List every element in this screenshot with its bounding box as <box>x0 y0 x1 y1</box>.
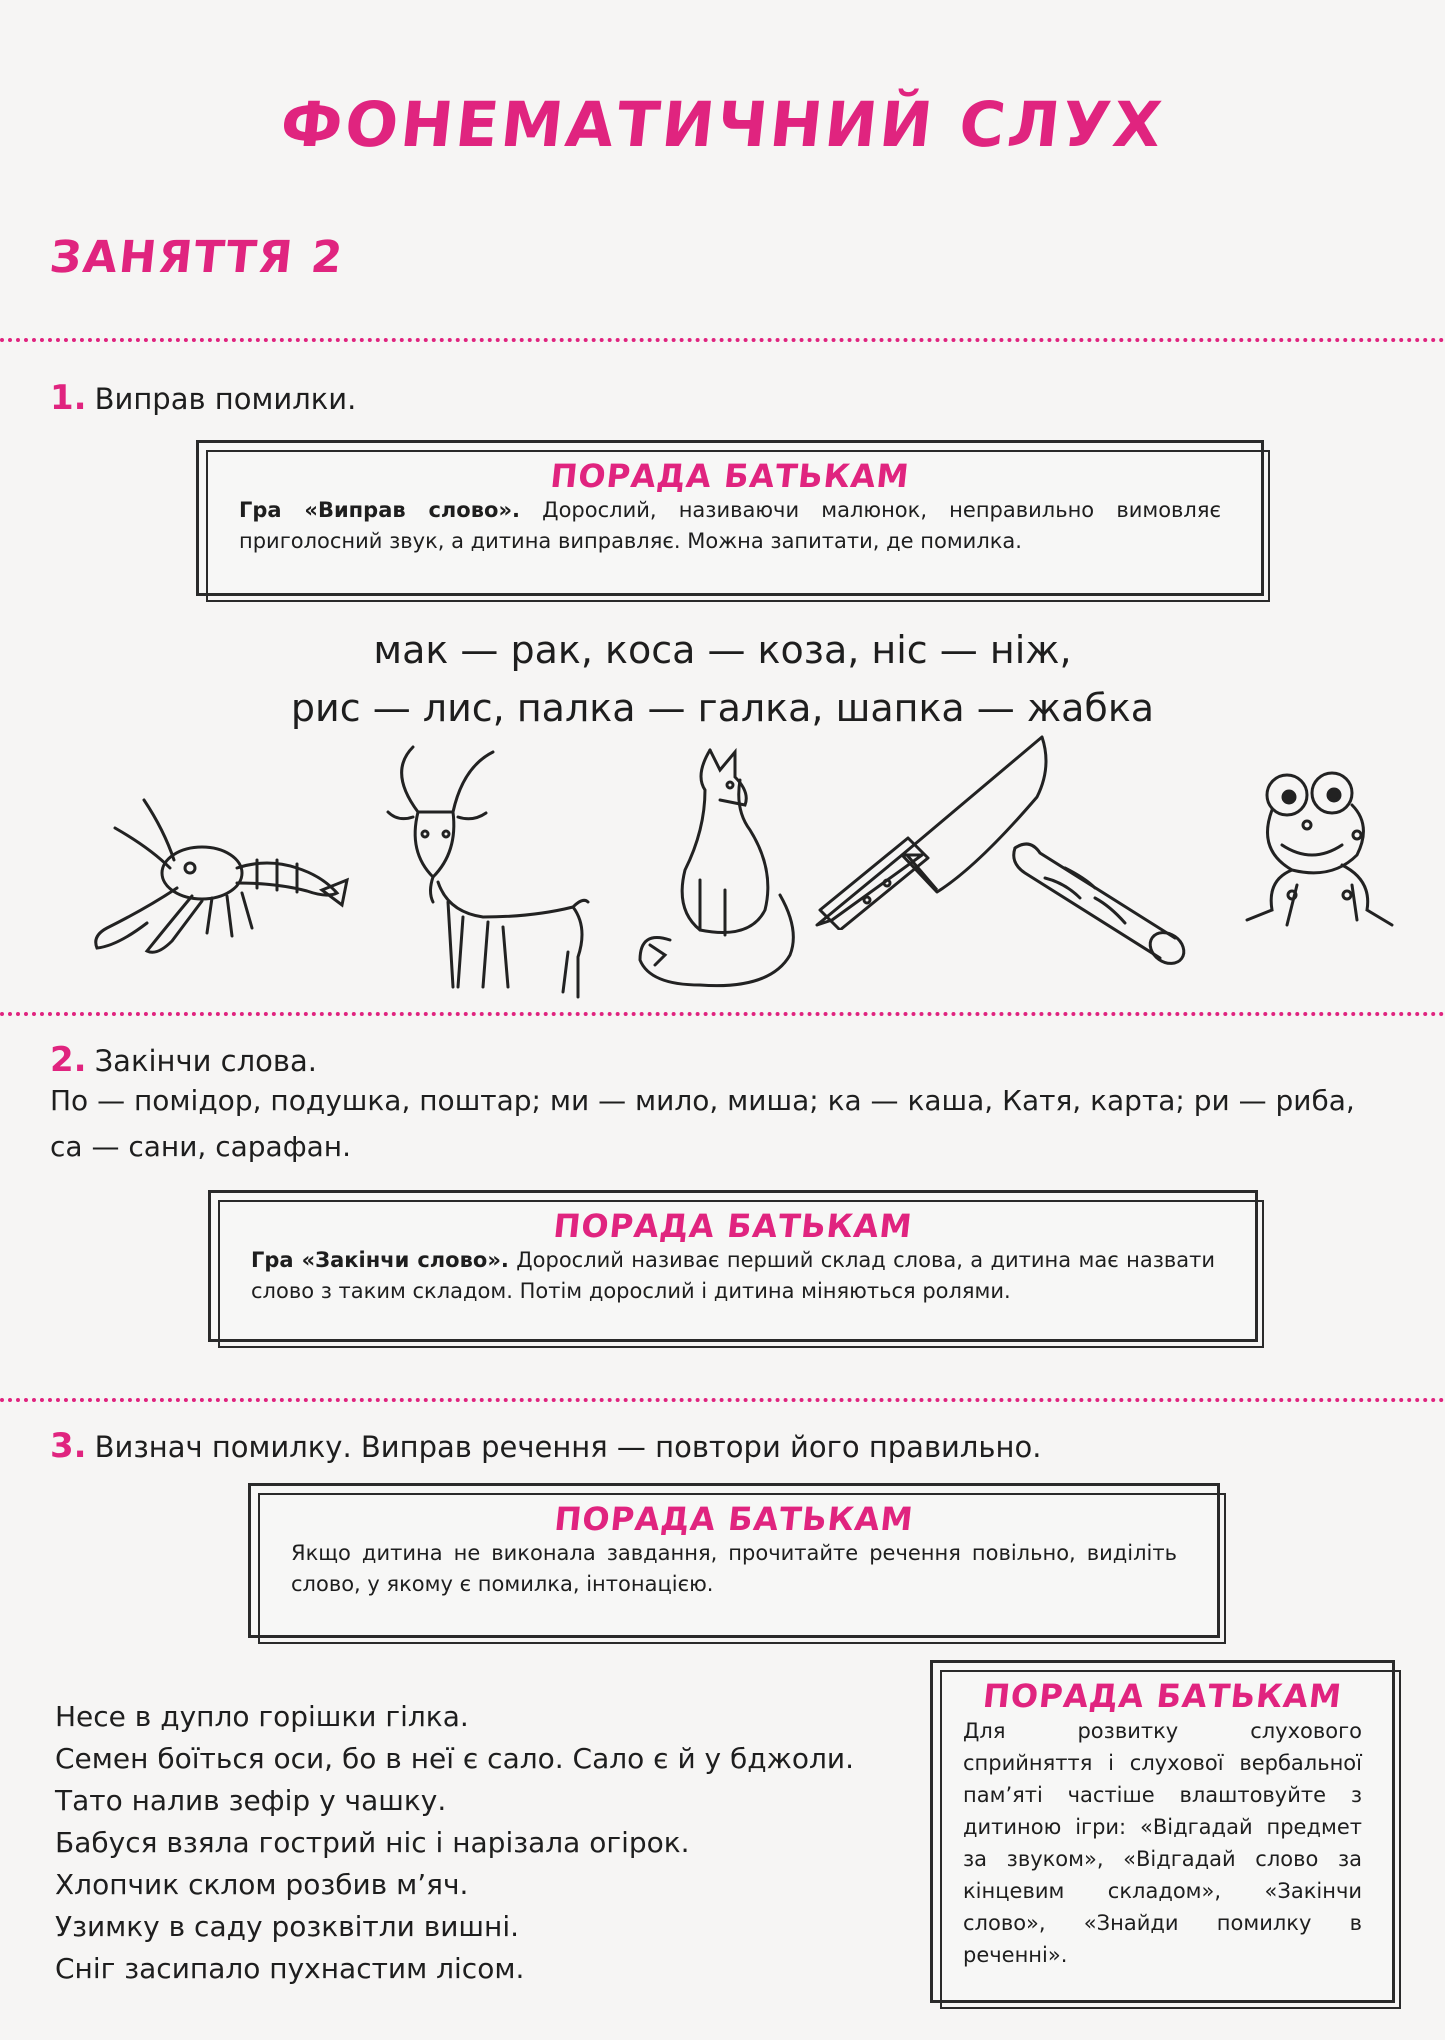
task-2-line-1: По — помідор, подушка, поштар; ми — мило, миша; ка — каша, Катя, карта; ри — риба, <box>50 1084 1355 1117</box>
tip-title: ПОРАДА БАТЬКАМ <box>981 1677 1344 1715</box>
lesson-heading: ЗАНЯТТЯ 2 <box>47 232 347 283</box>
tip-lead: Гра «Закінчи слово». <box>251 1248 509 1272</box>
word-pairs-line-2: рис — лис, палка — галка, шапка — жабка <box>290 686 1155 730</box>
tip-text <box>199 495 1261 557</box>
sentence: Семен боїться оси, бо в неї є сало. Сало є й у бджоли. <box>55 1742 854 1775</box>
tip-title: ПОРАДА БАТЬКАМ <box>551 1207 915 1245</box>
sentence: Сніг засипало пухнастим лісом. <box>55 1952 525 1985</box>
tip-title: ПОРАДА БАТЬКАМ <box>548 457 912 495</box>
task-number: 1. <box>50 378 87 418</box>
task-2-heading <box>50 1040 317 1081</box>
tip-title: ПОРАДА БАТЬКАМ <box>552 1500 916 1538</box>
tip-text: Для розвитку слухового сприйняття і слухової вербальної пам’яті частіше влаштовуйте з дитиною ігри: «Відгадай предмет за звуком», «Відгадай слово за кінцевим складом», «Закінчи слово», «Знайди помилку в реченні». <box>963 1719 1362 1967</box>
side-tip-box <box>930 1660 1395 2003</box>
task-number: 2. <box>50 1040 87 1080</box>
stick-icon <box>1005 838 1190 968</box>
tip-text: Якщо дитина не виконала завдання, прочитайте речення повільно, виділіть слово, у якому є помилка, інтонацією. <box>291 1541 1177 1596</box>
task-text: Закінчи слова. <box>94 1044 317 1078</box>
task-2-line-2: са — сани, сарафан. <box>50 1130 351 1163</box>
goat-icon <box>378 742 598 1002</box>
fox-icon <box>630 740 800 990</box>
tip-box-1 <box>196 440 1264 596</box>
sentence: Несе в дупло горішки гілка. <box>55 1700 469 1733</box>
tip-box-3 <box>248 1483 1220 1638</box>
sentence: Узимку в саду розквітли вишні. <box>55 1910 520 1943</box>
task-text: Виправ помилки. <box>94 382 357 416</box>
dotted-divider <box>0 1012 1445 1016</box>
sentence: Тато налив зефір у чашку. <box>55 1784 447 1817</box>
task-3-heading <box>50 1426 1041 1467</box>
dotted-divider <box>0 1398 1445 1402</box>
dotted-divider <box>0 338 1445 342</box>
crayfish-icon <box>82 798 357 968</box>
tip-lead: Гра «Виправ слово». <box>239 498 520 522</box>
task-number: 3. <box>50 1426 87 1466</box>
task-text: Визнач помилку. Виправ речення — повтори його правильно. <box>94 1430 1042 1464</box>
tip-text <box>211 1245 1255 1307</box>
tip-box-2 <box>208 1190 1258 1342</box>
sentence: Бабуся взяла гострий ніс і нарізала огірок. <box>55 1826 690 1859</box>
sentence-list <box>55 1696 854 1990</box>
task-1-heading <box>50 378 356 419</box>
tip-body: Дорослий, називаючи малюнок, неправильно вимовляє приголосний звук, а дитина виправляє. Можна запитати, де помилка. <box>239 498 1221 553</box>
page-title: ФОНЕМАТИЧНИЙ СЛУХ <box>277 88 1168 161</box>
word-pairs-line-1: мак — рак, коса — коза, ніс — ніж, <box>373 628 1072 672</box>
frog-icon <box>1232 765 1412 935</box>
sentence: Хлопчик склом розбив м’яч. <box>55 1868 469 1901</box>
tip-body: Дорослий називає перший склад слова, а дитина має назвати слово з таким складом. Потім дорослий і дитина міняються ролями. <box>251 1248 1215 1303</box>
